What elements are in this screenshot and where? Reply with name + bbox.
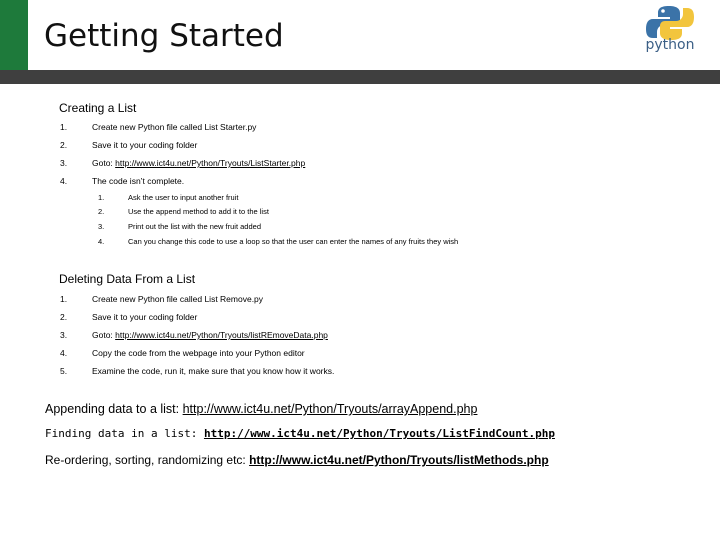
item-text: Create new Python file called List Remove.py — [92, 294, 264, 304]
header-bar — [0, 70, 720, 84]
sub-item-number: 3. — [98, 222, 105, 231]
header-accent — [0, 0, 28, 70]
header — [0, 0, 720, 70]
item-number: 3. — [60, 158, 68, 168]
item-number: 2. — [60, 312, 68, 322]
item-number: 3. — [60, 330, 68, 340]
python-logo-word: python — [645, 37, 695, 53]
finding-line — [45, 426, 555, 442]
sub-item-text: Can you change this code to use a loop so that the user can enter the names of any fruits they wish — [128, 237, 459, 246]
item-text: Save it to your coding folder — [92, 140, 198, 150]
listmethods-link[interactable]: http://www.ict4u.net/Python/Tryouts/listMethods.php — [249, 453, 549, 467]
appending-label: Appending data to a list: — [45, 402, 183, 416]
sub-item-number: 4. — [98, 237, 105, 246]
listfindcount-link[interactable]: http://www.ict4u.net/Python/Tryouts/ListFindCount.php — [203, 427, 555, 440]
sub-item-text: Print out the list with the new fruit added — [128, 222, 261, 231]
liststarter-link[interactable]: http://www.ict4u.net/Python/Tryouts/ListStarter.php — [115, 158, 306, 168]
sub-item-text: Ask the user to input another fruit — [128, 193, 239, 202]
item-text: Copy the code from the webpage into your Python editor — [92, 348, 305, 358]
reordering-line — [45, 452, 549, 468]
item-text: Examine the code, run it, make sure that you know how it works. — [92, 366, 335, 376]
item-text: Save it to your coding folder — [92, 312, 198, 322]
sub-item-number: 1. — [98, 193, 105, 202]
sub-item-text: Use the append method to add it to the list — [128, 207, 269, 216]
section-title-creating: Creating a List — [59, 101, 137, 115]
finding-label: Finding data in a list: — [45, 427, 204, 440]
section-title-deleting: Deleting Data From a List — [59, 272, 196, 286]
item-number: 1. — [60, 294, 68, 304]
item-number: 1. — [60, 122, 68, 132]
item-text: The code isn’t complete. — [92, 176, 185, 186]
item-text: Create new Python file called List Starter.py — [92, 122, 257, 132]
item-text-goto — [92, 329, 328, 341]
item-text-goto — [92, 157, 305, 169]
sub-item-number: 2. — [98, 207, 105, 216]
page-title: Getting Started — [44, 18, 284, 54]
arrayappend-link[interactable]: http://www.ict4u.net/Python/Tryouts/arrayAppend.php — [182, 402, 478, 416]
goto-prefix: Goto: — [92, 158, 116, 168]
item-number: 2. — [60, 140, 68, 150]
reordering-label: Re-ordering, sorting, randomizing etc: — [45, 453, 250, 467]
appending-line — [45, 401, 477, 417]
item-number: 4. — [60, 348, 68, 358]
goto-prefix: Goto: — [92, 330, 116, 340]
item-number: 4. — [60, 176, 68, 186]
item-number: 5. — [60, 366, 68, 376]
listremovedata-link[interactable]: http://www.ict4u.net/Python/Tryouts/listREmoveData.php — [115, 330, 328, 340]
